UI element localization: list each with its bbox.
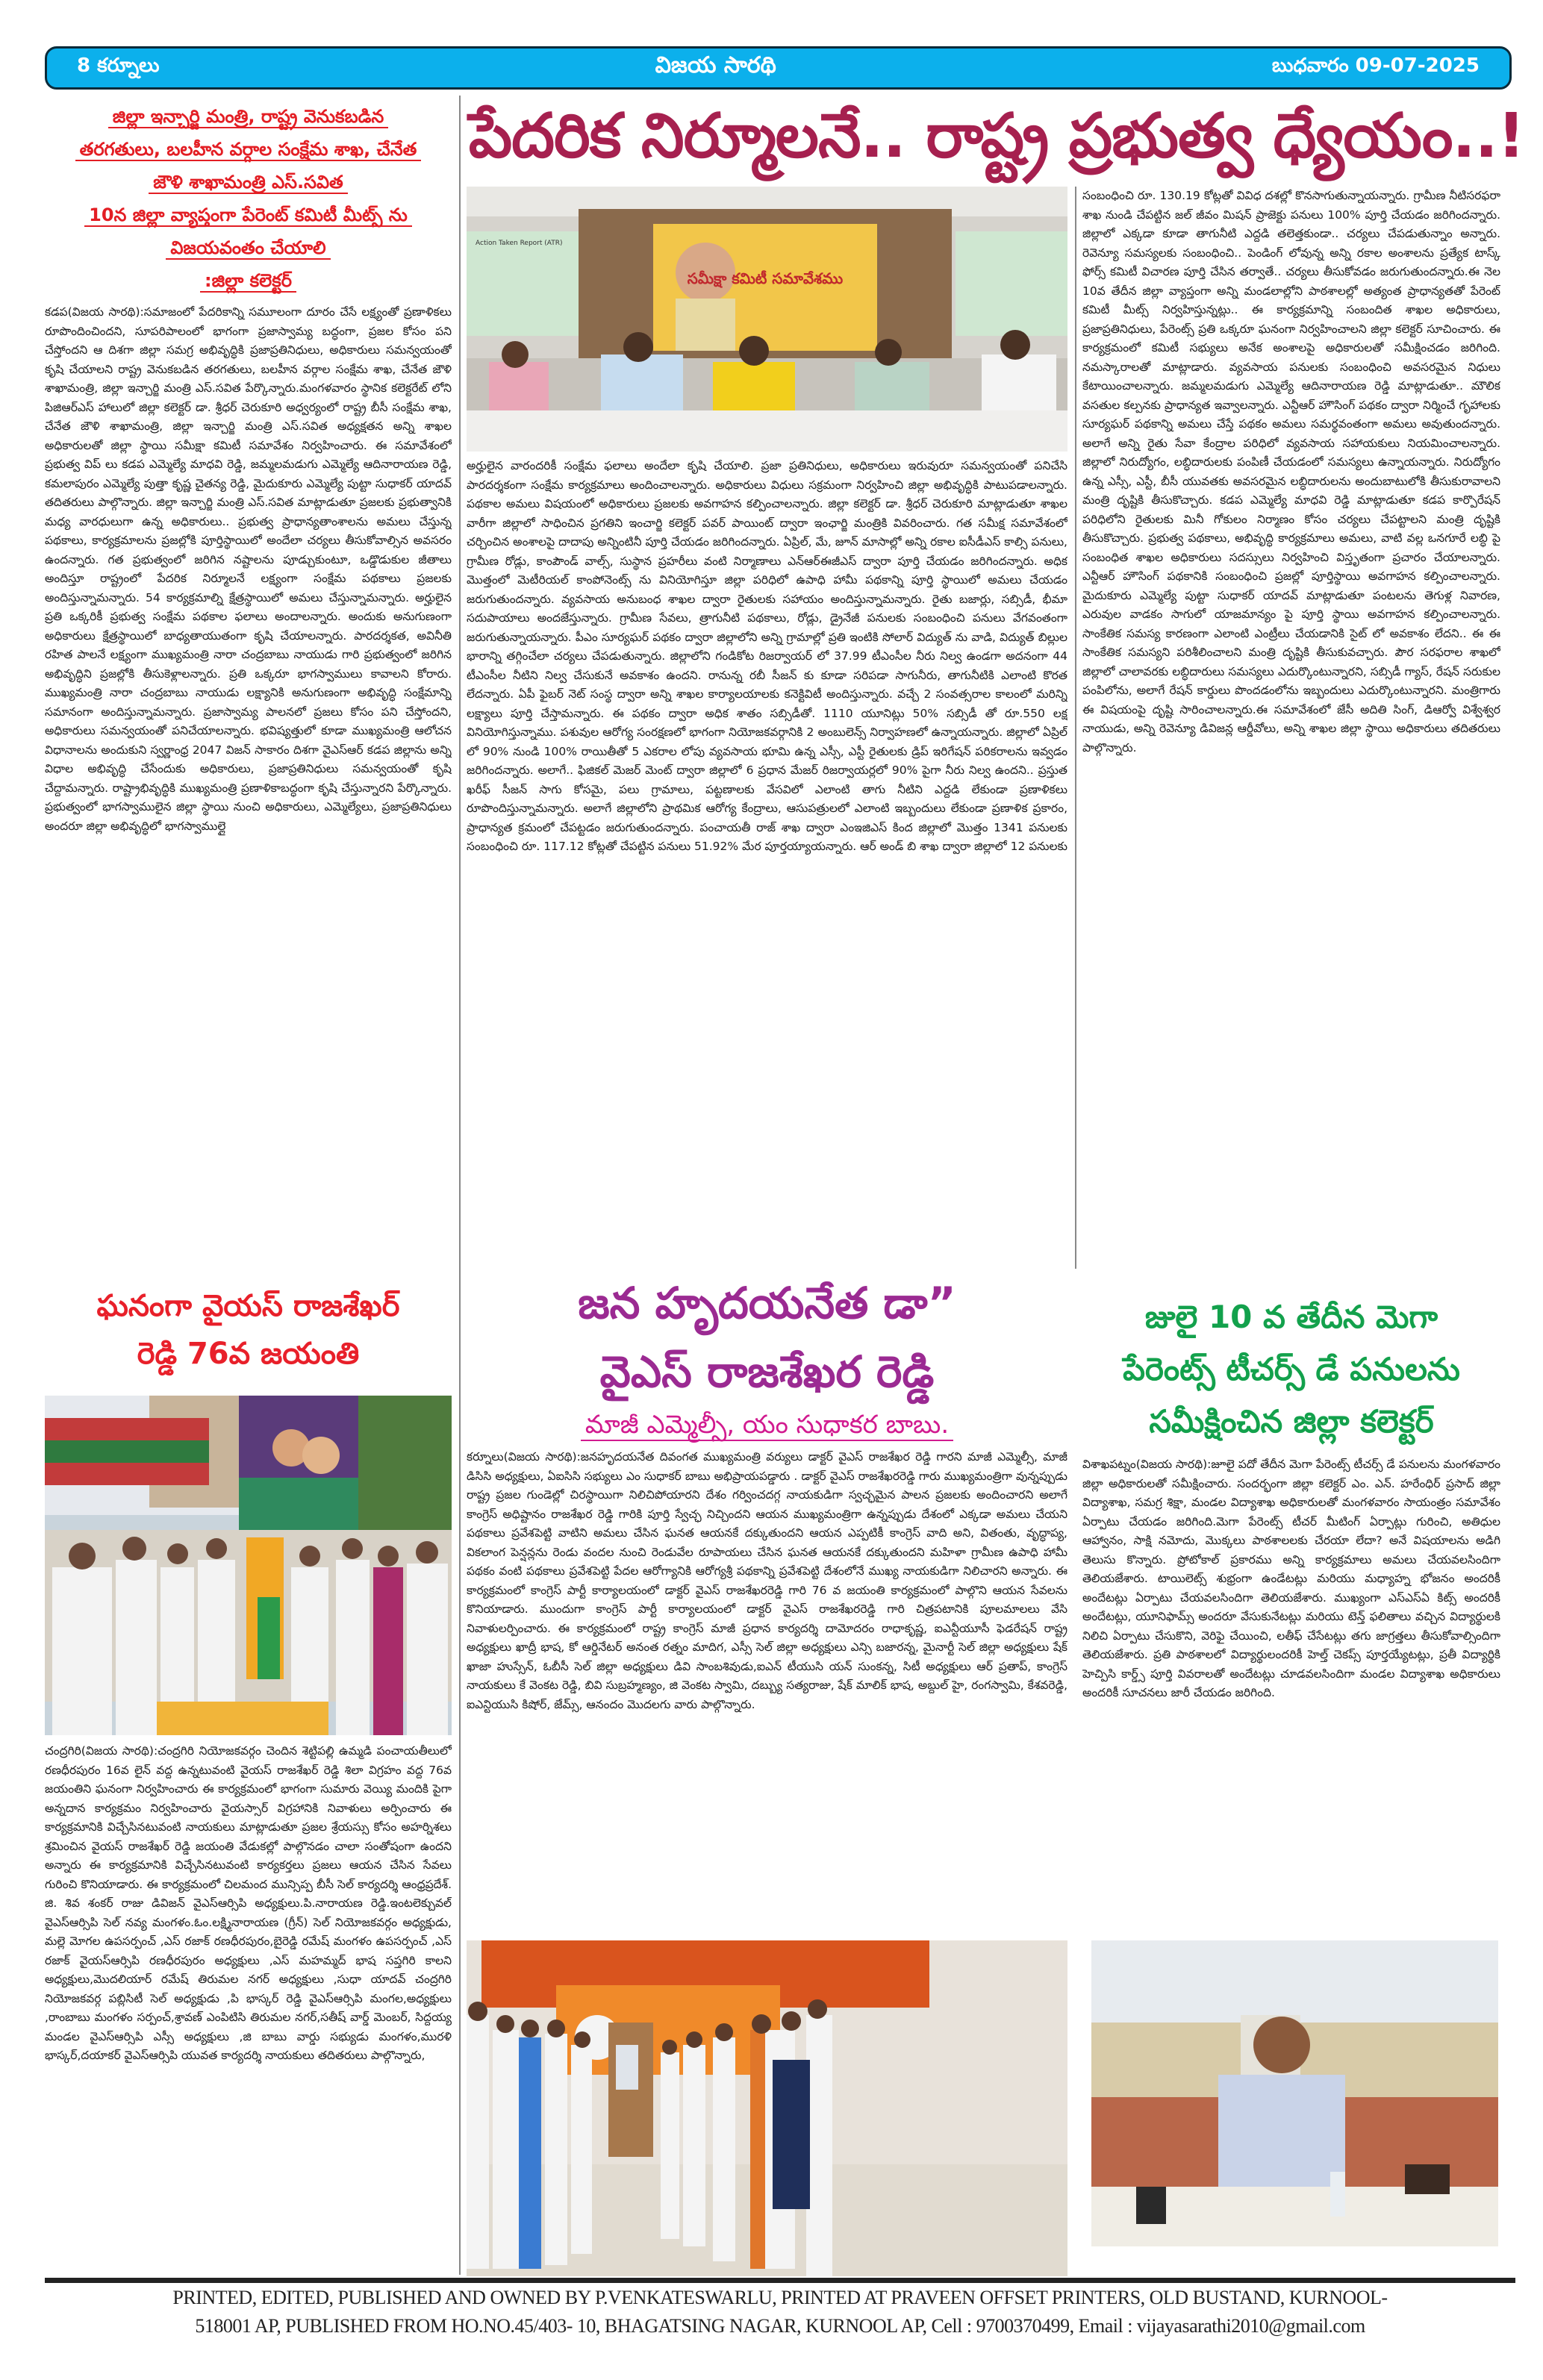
ysr-tribute-headline-line: జన హృదయనేత డా”	[578, 1278, 956, 1328]
paper-name: విజయ సారథి	[655, 52, 776, 78]
headline-line: 10న జిల్లా వ్యాప్తంగా పేరెంట్ కమిటీ మీట్స్ ను	[45, 199, 452, 231]
ptm-headline-line: జులై 10 వ తేదీన మెగా	[1144, 1299, 1438, 1335]
left-story-headline	[45, 100, 452, 297]
ptm-headline-line: పేరెంట్స్ టీచర్స్ డే పనులను	[1123, 1351, 1460, 1387]
ysr-jayanthi-headline-line: రెడ్డి 76వ జయంతి	[137, 1337, 360, 1371]
footer-rule	[45, 2278, 1515, 2283]
column-divider	[459, 96, 461, 2275]
ptm-body: విశాఖపట్నం(విజయ సారథి):జూలై పదో తేదీన మెగా పేరెంట్స్ టీచర్స్ డే పనులను మంగళవారం జిల్లా అధికారులతో సమీక్షించారు. సందర్భంగా జిల్లా కలెక్టర్ ఎం. ఎన్. హరేంధిర్ ప్రసాద్ జిల్లా విద్యాశాఖ, సమగ్ర శిక్షా, మండల విద్యాశాఖ అధికారులతో మంగళవారం సాయంత్రం సమావేశం ఏర్పాటు చేయడం జరిగింది.మెగా పేరెంట్స్ టీచర్ మీటింగ్ ఏర్పాట్లు గురించి, అతిధుల ఆహ్వానం, సాక్షి నమోదు, మొక్కలు పాఠశాలలకు చేరయా లేదా? అనే విషయాలను అడిగి తెలుసు కొన్నారు. ప్రోటోకాల్ ప్రకారము అన్ని కార్యక్రమాలు అమలు చేయవలసిందిగా తెలియజేశారు. టాయిలెట్స్ శుభ్రంగా ఉండేటట్లు మరియు మధ్యాహ్న భోజనం అందరికీ అందేటట్లు ఏర్పాటు చేయవలసిందిగా తెలియజేశారు. ముఖ్యంగా ఎస్ఎస్ఏ కిట్స్ అందరికీ అందేటట్లు, యూనిఫామ్స్ అందరూ వేసుకునేటట్లు మరియు టెన్త్ ఫలితాలు వచ్చిన విద్యార్థులకి నిలిచి ఏర్పాటు చేసుకొని, వెరిఫై చేయించి, లతీఫ్ చేసేటట్లు తగు జాగ్రత్తలు తీసుకోవాల్సిందిగా తెలియజేశారు. ప్రతి పాఠశాలలో విద్యార్థులందరికీ హెల్త్ చెకప్స్ పూర్తయ్యేటట్లు, ప్రతీ విద్యార్థికి హెచ్పిసి కార్డ్స్ పూర్తి వివరాలతో అందేటట్లు చూడవలసిందిగా మండల విద్యాశాఖ అధికారులు అందరికీ సూచనలు జారీ చేయడం జరిగింది.	[1082, 1458, 1500, 1699]
main-story-right	[1082, 187, 1500, 1265]
ysr-tribute-headline-line: వైఎస్ రాజశేఖర రెడ్డి	[599, 1346, 935, 1397]
left-story	[45, 96, 452, 1260]
ysr-tribute-body: కర్నూలు(విజయ సారథి):జనహృదయనేత దివంగత ముఖ్యమంత్రి వర్యులు డాక్టర్ వైఎస్ రాజశేఖర రెడ్డి గారని మాజీ ఎమ్మెల్సీ, మాజీ డిసిసి అధ్యక్షులు, ఏఐసిసి సభ్యులు ఎం సుధాకర్ బాబు అభిప్రాయపడ్డారు . డాక్టర్ వైఎస్ రాజశేఖరరెడ్డి గారు ముఖ్యమంత్రిగా వున్నప్పుడు రాష్ట్ర ప్రజల గుండెల్లో చిరస్థాయిగా నిలిచిపోయారని దేశం గర్వించదగ్గ నాయకుడిగా స్వచ్ఛమైన పాలన ప్రజలకు అందించారని అలాగే కాంగ్రెస్ అధిష్టానం రాజశేఖర రెడ్డి గారికి పూర్తి స్వేచ్ఛ నిచ్చిందని ఆయన ముఖ్యమంత్రిగా ఉన్నప్పుడు దేశంలో ఎక్కడా అమలు చేయని పథకాలు ప్రవేశపెట్టి వాటిని అమలు చేసిన ఘనత ఆయనకే దక్కుతుందని ఆయన ఎప్పటికీ కాంగ్రెస్ వాది అని, వితంతు, వృద్ధాప్య, వికలాంగ పెన్షన్లను రెండు వందల నుంచి రెండువేల రూపాయలు చేసిన ఘనత ఆయనకే దక్కుతుందని మహిళా గ్రామీణ ఉపాధి హామీ పథకం వంటి పథకాలు ప్రవేశపెట్టి పేదల ఆరోగ్యానికి ఆరోగ్యశ్రీ పథకాన్ని ప్రవేశపెట్టి దేశంలోనే ముఖ్య నాయకుడిగా నిలిచారని అన్నారు. ఈ కార్యక్రమంలో కాంగ్రెస్ పార్టీ కార్యాలయంలో డాక్టర్ వైఎస్ రాజశేఖరరెడ్డి గారి 76 వ జయంతి కార్యక్రమంలో పాల్గొని ఆయన సేవలను కొనియాడారు. ముందుగా కాంగ్రెస్ పార్టీ కార్యాలయంలో డాక్టర్ వైఎస్ రాజశేఖరరెడ్డి గారి చిత్రపటానికి పూలమాలలు వేసి నివాళులర్పించారు. ఈ కార్యక్రమంలో రాష్ట్ర కాంగ్రెస్ మాజీ ప్రధాన కార్యదర్శి దామోదరం రాధాకృష్ణ, ఐఎన్టీయూసీ ఫెడరేషన్ రాష్ట్ర అధ్యక్షులు ఖాద్రీ భాష, కో ఆర్డినేటర్ అనంత రత్నం మాదిగ, ఎస్సీ సెల్ జిల్లా అధ్యక్షులు ఎన్సి బజారన్న, మైనార్టీ సెల్ జిల్లా అధ్యక్షులు షేక్ ఖాజా హుస్సేన్, ఓబీసీ సెల్ జిల్లా అధ్యక్షులు డివి సాంబశివుడు,ఐఎన్ టీయుసి యన్ సుంకన్న, సిటీ అధ్యక్షులు ఆర్ ప్రతాప్, కాంగ్రెస్ నాయకులు కే వెంకట రెడ్డి, బివి సుబ్రహ్మణ్యం, జి వెంకట స్వామి, దబ్బ్యు సత్యరాజు, షేక్ మాలిక్ భాష, అబ్దుల్ హై, రంగస్వామి, కేశవరెడ్డి, ఐఎన్టియుసి కిషోర్, జేమ్స్, ఆనందం మొదలగు వారు పాల్గొన్నారు.	[467, 1450, 1067, 1711]
review-meeting-photo	[467, 187, 1067, 452]
main-story-center	[467, 457, 1067, 1263]
page-label: 8 కర్నూలు	[77, 54, 160, 77]
screen-title: Action Taken Report (ATR)	[476, 240, 563, 247]
collector-photo	[1091, 1940, 1498, 2246]
ysr-statue-photo	[45, 1396, 452, 1735]
banner-text: సమీక్షా కమిటీ సమావేశము	[687, 269, 844, 287]
issue-date: బుధవారం 09-07-2025	[1271, 54, 1480, 77]
column-divider	[1075, 187, 1076, 1269]
left-story-body: కడప(విజయ సారథి):సమాజంలో పేదరికాన్ని సమూలంగా దూరం చేసే లక్ష్యంతో ప్రణాళికలు రూపొందించిందని, సూపరిపాలంలో భాగంగా ప్రజాస్వామ్య బద్ధంగా, ప్రజల కోసం పని చేస్తోందని ఆ దిశగా జిల్లా సమగ్ర అభివృద్ధికి ప్రజాప్రతినిధులు, అధికారులు సమన్వయంతో కృషి చేయాలని రాష్ట్ర వెనుకబడిన తరగతులు, బలహీన వర్గాల సంక్షేమ శాఖ, చేనేత జౌళి శాఖామంత్రి, జిల్లా ఇన్చార్జి మంత్రి ఎస్.సవిత పేర్కొన్నారు.మంగళవారం స్థానిక కలెక్టరేట్ లోని పిజిఆర్ఎస్ హాలులో జిల్లా కలెక్టర్ డా. శ్రీధర్ చెరుకూరి అధ్వర్యంలో రాష్ట్ర బీసీ సంక్షేమ శాఖ, చేనేత జౌళి శాఖామంత్రి, జిల్లా ఇన్చార్జి మంత్రి ఎస్.సవిత అధ్యక్షతన అన్ని శాఖల అధికారులతో జిల్లా స్థాయి సమీక్షా కమిటీ సమావేశం నిర్వహించారు. ఈ సమావేశంలో ప్రభుత్వ విప్ లు కడప ఎమ్మెల్యే మాధవి రెడ్డి, జమ్మలమడుగు ఎమ్మెల్యే ఆదినారాయణ రెడ్డి, కమలాపురం ఎమ్మెల్యే పుత్తా కృష్ణ చైతన్య రెడ్డి, మైదుకూరు ఎమ్మెల్యే పుట్టా సుధాకర్ యాదవ్ తదితరులు పాల్గొన్నారు. జిల్లా ఇన్చార్జి మంత్రి ఎస్.సవిత మాట్లాడుతూ ప్రజలకు ప్రభుత్వానికి మధ్య వారధులుగా ఉన్న అధికారులు.. ప్రభుత్వ ప్రాధాన్యతాంశాలను అమలు చేస్తున్న పథకాలు, కార్యక్రమాలను ప్రజల్లోకి పూర్తిస్థాయిలో అందేలా చర్యలు తీసుకోవాల్సిన అవసరం ఉందన్నారు. గత ప్రభుత్వంలో జరిగిన నష్టాలను పూడ్చుకుంటూ, ఒడ్డొడుకుల జీతాలు అందిస్తూ రాష్ట్రంలో పేదరిక నిర్మూలనే లక్ష్యంగా సంక్షేమ పథకాలు ప్రజలకు అందిస్తున్నామన్నారు. 54 కార్యక్రమాల్ని క్షేత్రస్థాయిలో అమలు చేస్తున్నామన్నారు. అర్హులైన ప్రతి ఒక్కరికీ ప్రభుత్వ సంక్షేమ పథకాల ఫలాలు అందాలన్నారు. అందుకు అనుగుణంగా అధికారులు క్షేత్రస్థాయిలో బాధ్యతాయుతంగా కృషి చేయాలన్నారు. పారదర్శకత, అవినీతి రహిత పాలనే లక్ష్యంగా ముఖ్యమంత్రి నారా చంద్రబాబు నాయుడు గారి ప్రభుత్వంలో జరిగిన అభివృద్ధిని ప్రజల్లోకి తీసుకెళ్లాలన్నారు. ప్రతి ఒక్కరూ భాగస్వాములు కావాలని కోరారు. ముఖ్యమంత్రి నారా చంద్రబాబు నాయుడు లక్ష్యానికి అనుగుణంగా అభివృద్ధి సంక్షేమాన్ని సమానంగా అందిస్తున్నామన్నారు. ప్రజాస్వామ్య పాలనలో ప్రజలు కోసం పని చేస్తోందని, అధికారులు సమన్వయంతో పనిచేయాలన్నారు. భవిష్యత్తులో కూడా ముఖ్యమంత్రి ఆలోచన విధానాలను అందుకుని స్వర్ణాంధ్ర 2047 విజన్ సాకారం దిశగా వైఎస్ఆర్ కడప జిల్లాను అన్ని విధాల అభివృద్ధి చేసేందుకు అధికారులు, ప్రజాప్రతినిధులు సమన్వయంతో కృషి చేద్దామన్నారు. రాష్ట్రాభివృద్ధికి ముఖ్యమంత్రి ప్రణాళికాబద్ధంగా కృషి చేస్తున్నారని పేర్కొన్నారు. ప్రభుత్వంలో భాగస్వాములైన జిల్లా స్థాయి నుంచి అధికారులు, ఎమ్మెల్యేలు, ప్రజాప్రతినిధులు అందరూ జిల్లా అభివృద్ధిలో భాగస్వాముల్లై	[45, 305, 452, 833]
main-headline: పేదరిక నిర్మూలనే.. రాష్ట్ర ప్రభుత్వ ధ్యేయం..!	[468, 101, 1525, 172]
main-story-right-body: సంబంధించి రూ. 130.19 కోట్లతో వివిధ దశల్లో కొనసాగుతున్నాయన్నారు. గ్రామీణ నీటిసరఫరా శాఖ నుండి చేపట్టిన జల్ జీవం మిషన్ ప్రాజెక్టు పనులు 100% పూర్తి చేయడం జరిగిందన్నారు. జిల్లాలో ఎక్కడా కూడా తాగునీటి ఎద్దడి తలెత్తకుండా.. చర్యలు చేపడుతున్నాం అన్నారు. రెవెన్యూ సమస్యలకు సంబంధించి.. పెండింగ్ లోవున్న అన్ని రకాల అంశాలను ప్రత్యేక టాస్క్ ఫోర్స్ కమిటీ విచారణ పూర్తి చేసిన తర్వాతే.. చర్యలు తీసుకోవడం జరుగుతుందన్నారు.ఈ నెల 10వ తేదీన జిల్లా వ్యాప్తంగా అన్ని మండలాల్లోని పాఠశాలల్లో అత్యంత ప్రాధాన్యతతో పేరెంట్ కమిటీ మీట్స్ నిర్వహిస్తున్నట్లు.. ఈ కార్యక్రమాన్ని సంబందిత శాఖల అధికారులు, ప్రజాప్రతినిధులు, పేరెంట్స్ ప్రతి ఒక్కరూ ఘనంగా నిర్వహించాలని జిల్లా కలెక్టర్ సూచించారు. ఈ కార్యక్రమంలో కమిటీ సభ్యులు అనేక అంశాలపై అధికారులతో సమీక్షించడం జరిగింది. నమస్కారాలతో మాట్లాడారు. వ్యవసాయ పనులకు సంబంధించి అవసరమైన నిధులు కేటాయించాలన్నారు. జమ్మలమడుగు ఎమ్మెల్యే ఆదినారాయణ రెడ్డి మాట్లాడుతూ.. మౌలిక వసతుల కల్పనకు ప్రాధాన్యత ఇవ్వాలన్నారు. ఎన్టీఆర్ హౌసింగ్ పథకం ద్వారా నిర్మించే గృహాలకు సూర్యఘర్ పథకాన్ని అమలు చేస్తే పథకం అమలు సమర్థవంతంగా అమలు అవుతుందన్నారు. అలాగే అన్ని రైతు సేవా కేంద్రాల పరిధిలో వ్యవసాయ సహాయకులు నియమించాలన్నారు. జిల్లాలో నిరుద్యోగం, లబ్ధిదారులకు పంపిణీ చేయడంలో సమస్యలు ఉన్నాయన్నారు. నిరుద్యోగం ఉన్న ఎస్సీ, ఎస్టీ, బీసీ యువతకు అవసరమైన లబ్ధిదారులను అందుబాటులోకి తీసుకురావాలని మంత్రి దృష్టికి తీసుకొచ్చారు. కడప ఎమ్మెల్యే మాధవి రెడ్డి మాట్లాడుతూ కడప కార్పొరేషన్ పరిధిలోని రైతులకు మినీ గోకులం నిర్మాణం కోసం చర్యలు చేపట్టాలని మంత్రి దృష్టికి తీసుకొచ్చారు. ప్రభుత్వ పథకాలు, అభివృద్ధి కార్యక్రమాలు అమలు, వాటి వల్ల ఒనగూరే లబ్ధి పై సంబంధిత శాఖల అధికారులు సదస్సులు నిర్వహించి విస్తృతంగా ప్రచారం చేయాలన్నారు. ఎన్టీఆర్ హౌసింగ్ పథకానికి సంబంధించి ప్రజల్లో పూర్తిస్థాయి అవగాహన కల్పించాలన్నారు. మైదుకూరు ఎమ్మెల్యే పుట్టా సుధాకర్ యాదవ్ మాట్లాడుతూ పంటలను తెగుళ్ల నివారణ, ఎరువుల వాడకం సాగులో యాజమాన్యం పై పూర్తి స్థాయి అవగాహన కల్పించాలన్నారు. సాంకేతిక సమస్య కారణంగా ఎలాంటి ఎంట్రీలు చేయడానికి సైట్ లో అవకాశం లేదని.. ఈ ఈ సాంకేతిక సమస్యని పరిశీలించాలని మంత్రి దృష్టికి తీసుకువచ్చారు. పౌర సరఫరాల శాఖలో జిల్లాలో చాలావరకు లబ్ధిదారులు సమస్యలు ఎదుర్కొంటున్నారని, సబ్సిడీ గ్యాస్, రేషన్ సరుకుల పంపిలోను, అలాగే రేషన్ కార్డులు పొందడంలోను ఇబ్బందులు ఎదుర్కొంటున్నారని. మంత్రిగారు ఈ విషయంపై దృష్టి సారించాలన్నారు.ఈ సమావేశంలో జేసీ అదితి సింగ్, డిఆర్వో విశ్వేశ్వర నాయుడు, అన్ని రెవెన్యూ డివిజన్ల ఆర్డీవోలు, అన్ని శాఖల జిల్లా స్థాయి అధికారులు తదితరులు పాల్గొన్నారు.	[1082, 189, 1500, 755]
ysr-jayanthi-body: చంద్రగిరి(విజయ సారథి):చంద్రగిరి నియోజకవర్గం చెందిన శెట్టిపల్లి ఉమ్మడి పంచాయతీలులో రణధీరపురం 16వ లైన్ వద్ద ఉన్నటువంటి వైయస్ రాజశేఖర్ రెడ్డి శిలా విగ్రహం వద్ద 76వ జయంతిని ఘనంగా నిర్వహించారు ఈ కార్యక్రమంలో భాగంగా సుమారు వెయ్యి మందికి పైగా అన్నదాన కార్యక్రమం నిర్వహించారు వైయస్సార్ విగ్రహానికి నివాళులు అర్పించారు ఈ కార్యక్రమానికి విచ్చేసినటువంటి నాయకులు మాట్లాడుతూ ప్రజల శ్రేయస్సు కోసం అహర్నిశలు శ్రమించిన వైయస్ రాజశేఖర్ రెడ్డి జయంతి వేడుకల్లో పాల్గొనడం చాలా సంతోషంగా ఉందని అన్నారు ఈ కార్యక్రమానికి విచ్చేసినటువంటి కార్యకర్తలు ప్రజలు ఆయన చేసిన సేవలు గురించి కొనియాడారు. ఈ కార్యక్రమంలో చిలమంద మున్సిప్ప బీసీ సెల్ కార్యదర్శి ఆంధ్రప్రదేశ్. జి. శివ శంకర్ రాజు డివిజన్ వైఎస్ఆర్సిపి అధ్యక్షులు.పి.నారాయణ రెడ్డి.ఇంటలెక్చువల్ వైఎస్ఆర్సిపి సెల్ నవ్య మంగళం.ఓం.లక్ష్మినారాయణ (గ్రీన్) సెల్ నియోజకవర్గం అధ్యక్షుడు, మల్లె మోగల ఉపసర్పంచ్ ,ఎస్ రజాక్ రణధీరపురం,బైరెడ్డి రమేష్ మంగళం ఉపసర్పంచ్ ,ఎస్ రజాక్ వైయస్ఆర్సిపి రణధీరపురం అధ్యక్షులు ,ఎస్ మహమ్మద్ భాష సప్తగిరి కాలని అధ్యక్షులు,మొదలియార్ రమేష్ తిరుమల నగర్ అధ్యక్షులు ,సుధా యాదవ్ చంద్రగిరి నియోజకవర్గ పబ్లిసిటీ సెల్ అధ్యక్షుడు ,పి భాస్కర్ రెడ్డి వైఎస్ఆర్సిపి మంగల,అధ్యక్షులు ,రాంబాబు మంగళం సర్పంచ్,శ్రావణ్ ఎంపిటిసి తిరుమల నగర్,సతీష్ వార్డ్ మెంబర్, సిద్దయ్య మండల వైఎస్ఆర్సిపి ఎస్సీ అధ్యక్షులు ,జి బాబు వార్డు సభ్యుడు మంగళం,మురళి భాస్కర్,దయాకర్ వైఎస్ఆర్సిపి యువత కార్యదర్శి నాయకులు తదితరులు పాల్గొన్నారు,	[45, 1744, 452, 2062]
ysr-tribute-byline: మాజీ ఎమ్మెల్సీ, యం సుధాకర బాబు.	[467, 1406, 1067, 1443]
ptm-story	[1082, 1291, 1500, 1911]
headline-line: జిల్లా ఇన్చార్జి మంత్రి, రాష్ట్ర వెనుకబడిన	[45, 100, 452, 133]
imprint-line: PRINTED, EDITED, PUBLISHED AND OWNED BY P.VENKATESWARLU, PRINTED AT PRAVEEN OFFSET PRINTERS, OLD BUSTAND, KURNOOL-	[172, 2287, 1388, 2308]
headline-line: జౌళి శాఖామంత్రి ఎస్.సవిత	[45, 166, 452, 199]
headline-line: :జిల్లా కలెక్టర్	[45, 264, 452, 297]
headline-line: తరగతులు, బలహీన వర్గాల సంక్షేమ శాఖ, చేనేత	[45, 133, 452, 166]
imprint-footer	[45, 2284, 1515, 2340]
main-story-center-body: అర్హులైన వారందరికీ సంక్షేమ ఫలాలు అందేలా కృషి చేయాలి. ప్రజా ప్రతినిధులు, అధికారులు ఇరువురూ సమన్వయంతో పనిచేసి పారదర్శకంగా సంక్షేమ కార్యక్రమాలు అందించాలన్నారు. అధికారులు విధులు సక్రమంగా నిర్వహించి జిల్లా అభివృద్ధికి పాటుపడాలన్నారు. పథకాల అమలు విషయంలో అధికారులు ప్రజలకు అవగాహన కల్పించాలన్నారు. జిల్లా కలెక్టర్ డా. శ్రీధర్ చెరుకూరి మాట్లాడుతూ శాఖల వారీగా జిల్లాలో సాధించిన ప్రగతిని ఇంచార్జి కలెక్టర్ పవర్ పాయింట్ ద్వారా ఇంఛార్జి మంత్రికి వివరించారు. గత సమీక్ష సమావేశంలో చర్చించిన అంశాలపై దాదాపు అన్నింటినీ పూర్తి చేయడం జరిగిందన్నారు. ఏప్రిల్, మే, జూన్ మాసాల్లో అన్ని రకాల ఐసీడీఎస్ కాల్సి పనులు, గ్రామీణ రోడ్లు, కాంపౌండ్ వాల్స్, సుస్థాన ప్రహరీలు వంటి నిర్మాణాలు ఎన్ఆర్ఈజీఎస్ ద్వారా పూర్తి చేయడం జరిగిందన్నారు. అధిక మొత్తంలో మెటీరియల్ కాంపోనెంట్స్ ను వినియోగిస్తూ జిల్లా పరిధిలో ఉపాధి హామీ పథకాన్ని పూర్తి స్థాయిలో అమలు చేయడం జరుగుతుందన్నారు. వ్యవసాయ అనుబంధ శాఖల ద్వారా రైతులకు సహాయం అందిస్తున్నామన్నారు. రైతు బజార్లు, సబ్సిడీ, భీమా సదుపాయాలు అందజేస్తున్నారు. గ్రామీణ సేవలు, త్రాగునీటి పథకాలు, రోడ్లు, డ్రైనేజీ పనులకు సంబంధించి పనులు వేగవంతంగా జరుగుతున్నాయన్నారు. పీఎం సూర్యఘర్ పథకం ద్వారా జిల్లాలోని అన్ని గ్రామాల్లో ప్రతి ఇంటికి సోలార్ విద్యుత్ ను వాడి, విద్యుత్ బిల్లుల భారాన్ని తగ్గించేలా చర్యలు చేపడుతున్నారు. జిల్లాలోని గండికోట రిజర్వాయర్ లో 37.99 టీఎంసీల నీరు నిల్వ ఉండగా అదనంగా 44 టీఎంసీల నీటిని నిల్వ చేసుకునే అవకాశం ఉందని. రానున్న రబీ సీజన్ కు కూడా సరిపడా సాగునీరు, తాగునీటికి ఎలాంటి కొరత లేదన్నారు. ఏపీ ఫైబర్ నెట్ సంస్థ ద్వారా అన్ని శాఖల కార్యాలయాలకు కనెక్టివిటీ అందిస్తున్నారు. వచ్చే 2 సంవత్సరాల కాలంలో మరిన్ని లక్ష్యాలు పూర్తి చేస్తామన్నారు. ఈ పథకం ద్వారా అధిక శాతం సబ్సిడీతో. 1110 యూనిట్లు 50% సబ్సిడీ తో రూ.550 లక్ష వినియోగిస్తున్నాము. పశువుల ఆరోగ్య సంరక్షణలో భాగంగా నియోజకవర్గానికి 2 అంబులెన్స్ నిర్వాహణలో ఉన్నాయన్నారు. జిల్లాలో ఏప్రిల్ లో 90% నుండి 100% రాయితీతో 5 ఎకరాల లోపు వ్యవసాయ భూమి ఉన్న ఎస్సీ, ఎస్టీ రైతులకు డ్రిప్ ఇరిగేషన్ పరికరాలను ఇవ్వడం జరిగిందన్నారు. అలాగే.. ఫిజికల్ మెజర్ మెంట్ ద్వారా జిల్లాలో 6 ప్రధాన మేజర్ రిజర్వాయర్లలో 90% పైగా నీరు నిల్వ ఉందని.. ప్రస్తుత ఖరీఫ్ సీజన్ సాగు కోసమై, పలు గ్రామాలు, పట్టణాలకు వేసవిలో ఎలాంటి తాగు నీటిని ఎద్దడి లేకుండా ప్రణాళికలు రూపొందిస్తున్నామన్నారు. అలాగే జిల్లాలోని ప్రాథమిక ఆరోగ్య కేంద్రాలు, ఆసుపత్రులలో ఎలాంటి ఇబ్బందులు లేకుండా ప్రణాళిక ప్రకారం, ప్రాధాన్యత క్రమంలో చేపట్టడం జరుగుతుందన్నారు. పంచాయతీ రాజ్ శాఖ ద్వారా ఎంఇజిఎస్ కింద జిల్లాలో మొత్తం 1341 పనులకు సంబంధించి రూ. 117.12 కోట్లతో చేపట్టిన పనులు 51.92% మేర పూర్తయ్యాయన్నారు. ఆర్ అండ్ బి శాఖ ద్వారా జిల్లాలో 12 పనులకు	[467, 459, 1067, 853]
congress-office-photo	[467, 1940, 1067, 2276]
ysr-jayanthi-body-wrap	[45, 1742, 452, 2273]
masthead	[45, 46, 1512, 90]
ysr-jayanthi-headline-line: ఘనంగా వైయస్ రాజశేఖర్	[96, 1289, 400, 1323]
headline-line: విజయవంతం చేయాలి	[45, 231, 452, 264]
imprint-line: 518001 AP, PUBLISHED FROM HO.NO.45/403- 10, BHAGATSING NAGAR, KURNOOL AP, Cell : 9700370499, Email : vijayasarathi2010@gmail.com	[195, 2315, 1365, 2337]
ysr-tribute-story	[467, 1269, 1067, 1940]
ptm-headline-line: సమీక్షించిన జిల్లా కలెక్టర్	[1149, 1403, 1434, 1440]
